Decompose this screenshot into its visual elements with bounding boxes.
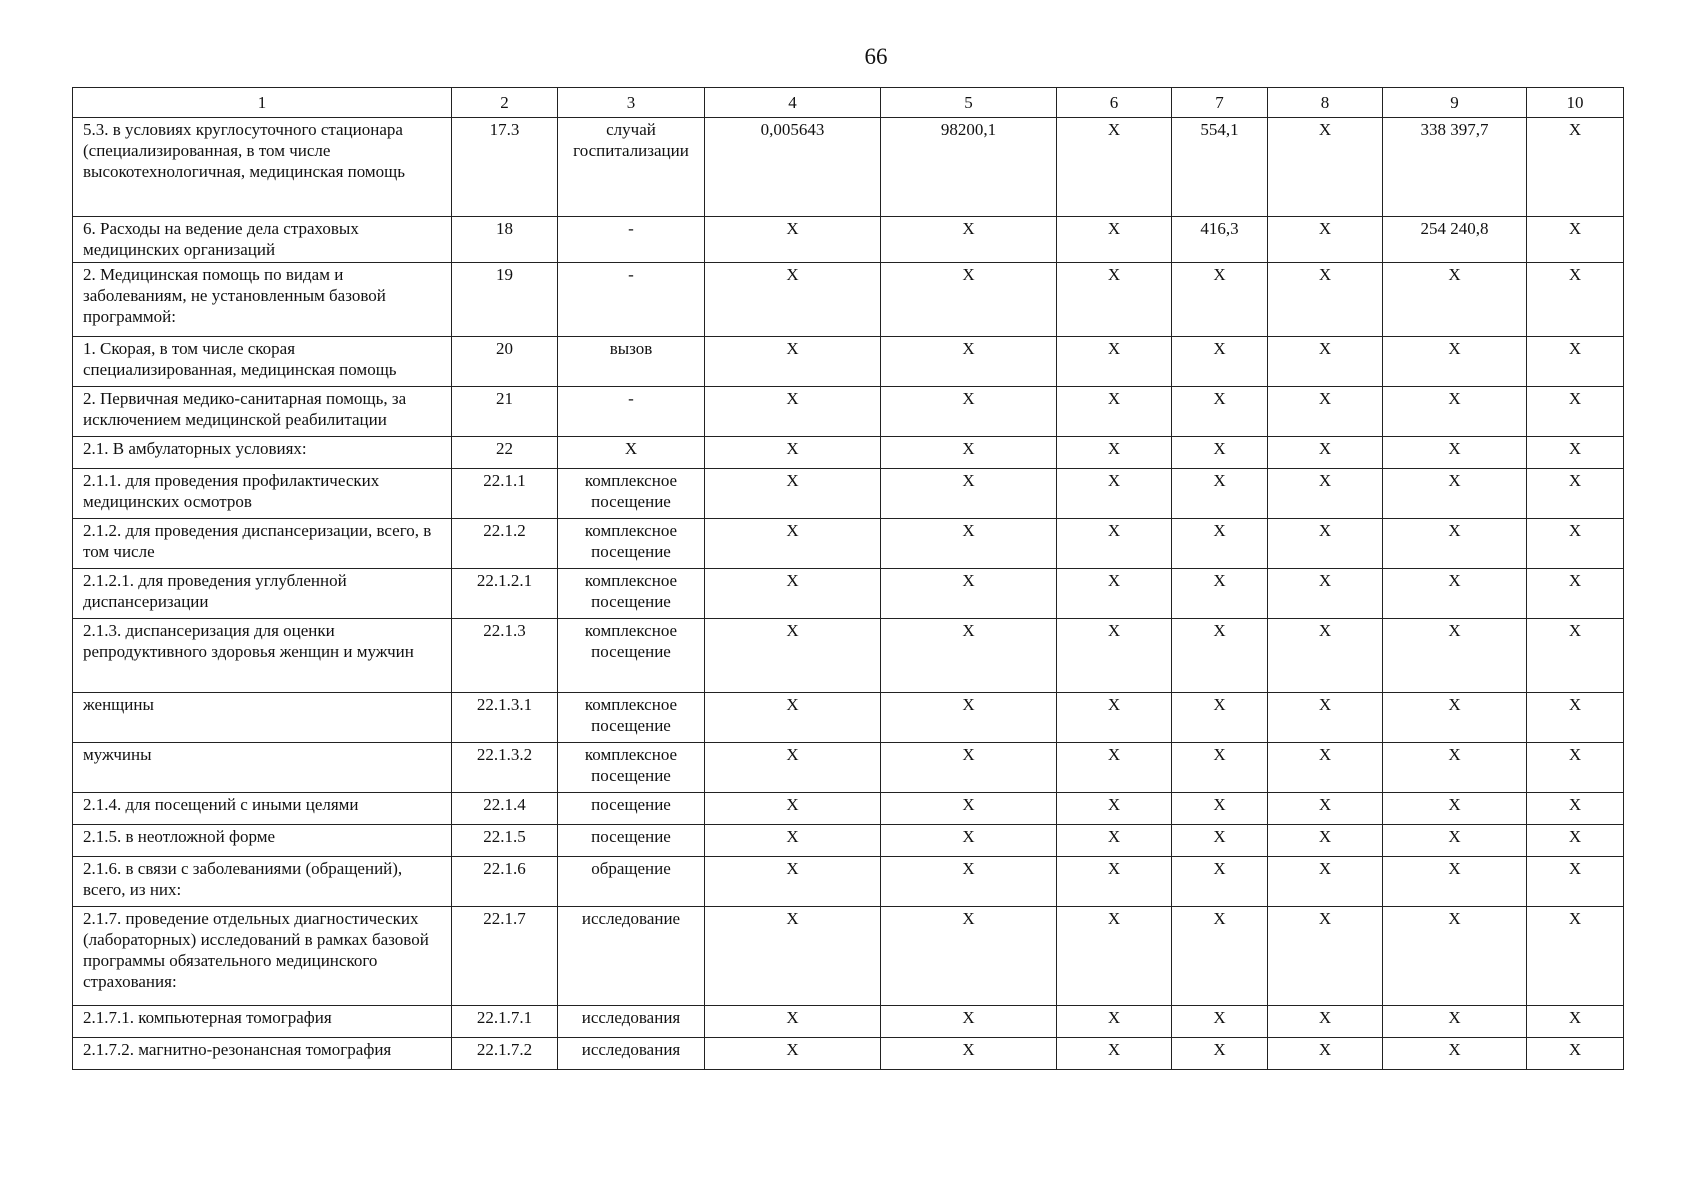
header-row (73, 88, 1624, 118)
table-cell-col-10: Х (1527, 793, 1624, 825)
table-cell-col-9: 338 397,7 (1383, 118, 1527, 217)
table-cell-col-2: 22 (452, 437, 558, 469)
table-cell-col-1: мужчины (73, 743, 452, 793)
table-cell-col-5: Х (881, 793, 1057, 825)
table-cell-col-5: Х (881, 857, 1057, 907)
table-cell-col-3: посещение (558, 825, 705, 857)
column-number-2: 2 (452, 88, 558, 118)
table-cell-col-8: Х (1268, 743, 1383, 793)
table-cell-col-6: Х (1057, 693, 1172, 743)
column-number-7: 7 (1172, 88, 1268, 118)
table-cell-col-7: Х (1172, 857, 1268, 907)
column-number-8: 8 (1268, 88, 1383, 118)
table-cell-col-5: Х (881, 569, 1057, 619)
table-cell-col-1: 1. Скорая, в том числе скорая специализированная, медицинская помощь (73, 337, 452, 387)
table-cell-col-4: Х (705, 793, 881, 825)
table-cell-col-2: 22.1.7.1 (452, 1006, 558, 1038)
table-cell-col-10: Х (1527, 118, 1624, 217)
table-cell-col-1: 2.1.7. проведение отдельных диагностических (лабораторных) исследований в рамках базовой программы обязательного медицинского страхования: (73, 907, 452, 1006)
table-cell-col-9: Х (1383, 263, 1527, 337)
table-cell-col-9: Х (1383, 743, 1527, 793)
table-cell-col-9: Х (1383, 469, 1527, 519)
table-cell-col-5: Х (881, 743, 1057, 793)
table-row (73, 519, 1624, 569)
table-cell-col-1: 2.1.4. для посещений с иными целями (73, 793, 452, 825)
table-cell-col-2: 22.1.7 (452, 907, 558, 1006)
table-cell-col-8: Х (1268, 519, 1383, 569)
table-row (73, 118, 1624, 217)
table-cell-col-4: Х (705, 569, 881, 619)
table-cell-col-2: 17.3 (452, 118, 558, 217)
table-cell-col-7: Х (1172, 569, 1268, 619)
table-cell-col-10: Х (1527, 387, 1624, 437)
table-cell-col-9: Х (1383, 693, 1527, 743)
table-cell-col-2: 22.1.4 (452, 793, 558, 825)
table-row (73, 569, 1624, 619)
table-cell-col-7: Х (1172, 337, 1268, 387)
table-cell-col-4: Х (705, 519, 881, 569)
table-cell-col-8: Х (1268, 619, 1383, 693)
table-cell-col-5: Х (881, 907, 1057, 1006)
table-cell-col-2: 21 (452, 387, 558, 437)
table-cell-col-4: Х (705, 1038, 881, 1070)
table-cell-col-1: 2.1. В амбулаторных условиях: (73, 437, 452, 469)
table-cell-col-5: Х (881, 387, 1057, 437)
table-cell-col-5: Х (881, 1038, 1057, 1070)
table-cell-col-5: Х (881, 469, 1057, 519)
table-cell-col-6: Х (1057, 793, 1172, 825)
table-cell-col-1: 2.1.2. для проведения диспансеризации, всего, в том числе (73, 519, 452, 569)
table-cell-col-7: Х (1172, 907, 1268, 1006)
table-cell-col-10: Х (1527, 693, 1624, 743)
data-table (72, 87, 1624, 1070)
table-cell-col-4: Х (705, 857, 881, 907)
table-cell-col-9: Х (1383, 793, 1527, 825)
table-cell-col-6: Х (1057, 569, 1172, 619)
table-cell-col-10: Х (1527, 743, 1624, 793)
table-cell-col-3: вызов (558, 337, 705, 387)
table-row (73, 337, 1624, 387)
table-cell-col-6: Х (1057, 263, 1172, 337)
table-cell-col-5: Х (881, 693, 1057, 743)
table-cell-col-8: Х (1268, 857, 1383, 907)
table-cell-col-3: обращение (558, 857, 705, 907)
table-cell-col-2: 22.1.5 (452, 825, 558, 857)
page-number: 66 (864, 44, 888, 69)
table-cell-col-4: Х (705, 217, 881, 263)
table-cell-col-2: 22.1.3.2 (452, 743, 558, 793)
column-number-3: 3 (558, 88, 705, 118)
table-cell-col-5: 98200,1 (881, 118, 1057, 217)
table-cell-col-1: 2.1.7.1. компьютерная томография (73, 1006, 452, 1038)
table-cell-col-9: Х (1383, 825, 1527, 857)
table-row (73, 693, 1624, 743)
column-number-5: 5 (881, 88, 1057, 118)
table-cell-col-7: Х (1172, 1038, 1268, 1070)
table-cell-col-9: Х (1383, 857, 1527, 907)
table-cell-col-8: Х (1268, 569, 1383, 619)
table-cell-col-10: Х (1527, 857, 1624, 907)
table-row (73, 825, 1624, 857)
table-cell-col-3: - (558, 263, 705, 337)
table-cell-col-3: комплексное посещение (558, 693, 705, 743)
table-cell-col-7: Х (1172, 387, 1268, 437)
table-row (73, 619, 1624, 693)
table-row (73, 263, 1624, 337)
table-cell-col-10: Х (1527, 217, 1624, 263)
table-cell-col-5: Х (881, 217, 1057, 263)
table-cell-col-2: 22.1.2 (452, 519, 558, 569)
table-cell-col-5: Х (881, 437, 1057, 469)
table-cell-col-8: Х (1268, 387, 1383, 437)
table-cell-col-3: случай госпитализации (558, 118, 705, 217)
table-cell-col-4: Х (705, 1006, 881, 1038)
table-cell-col-10: Х (1527, 337, 1624, 387)
table-cell-col-7: 416,3 (1172, 217, 1268, 263)
table-cell-col-9: Х (1383, 1006, 1527, 1038)
table-cell-col-8: Х (1268, 825, 1383, 857)
table-cell-col-4: Х (705, 693, 881, 743)
table-cell-col-2: 19 (452, 263, 558, 337)
table-cell-col-6: Х (1057, 469, 1172, 519)
table-row (73, 469, 1624, 519)
table-cell-col-10: Х (1527, 519, 1624, 569)
column-number-9: 9 (1383, 88, 1527, 118)
column-number-6: 6 (1057, 88, 1172, 118)
table-cell-col-8: Х (1268, 1038, 1383, 1070)
table-cell-col-3: - (558, 217, 705, 263)
table-cell-col-10: Х (1527, 437, 1624, 469)
table-cell-col-2: 22.1.3.1 (452, 693, 558, 743)
table-cell-col-5: Х (881, 1006, 1057, 1038)
table-cell-col-6: Х (1057, 118, 1172, 217)
table-cell-col-7: Х (1172, 619, 1268, 693)
table-cell-col-4: Х (705, 263, 881, 337)
table-cell-col-9: Х (1383, 907, 1527, 1006)
table-cell-col-9: Х (1383, 519, 1527, 569)
table-cell-col-7: Х (1172, 693, 1268, 743)
table-cell-col-6: Х (1057, 387, 1172, 437)
table-cell-col-1: 2. Медицинская помощь по видам и заболеваниям, не установленным базовой программой: (73, 263, 452, 337)
table-cell-col-7: Х (1172, 825, 1268, 857)
table-cell-col-4: Х (705, 469, 881, 519)
table-row (73, 217, 1624, 263)
table-cell-col-10: Х (1527, 469, 1624, 519)
table-cell-col-9: Х (1383, 1038, 1527, 1070)
table-cell-col-1: 5.3. в условиях круглосуточного стационара (специализированная, в том числе высокотехнологичная, медицинская помощь (73, 118, 452, 217)
table-cell-col-4: Х (705, 437, 881, 469)
table-cell-col-6: Х (1057, 743, 1172, 793)
table-cell-col-8: Х (1268, 907, 1383, 1006)
table-cell-col-10: Х (1527, 619, 1624, 693)
table-cell-col-5: Х (881, 263, 1057, 337)
table-cell-col-3: комплексное посещение (558, 743, 705, 793)
table-body (73, 88, 1624, 1070)
table-cell-col-5: Х (881, 825, 1057, 857)
table-cell-col-9: 254 240,8 (1383, 217, 1527, 263)
table-cell-col-1: 2.1.2.1. для проведения углубленной диспансеризации (73, 569, 452, 619)
table-cell-col-6: Х (1057, 437, 1172, 469)
table-cell-col-9: Х (1383, 387, 1527, 437)
table-cell-col-1: 2.1.7.2. магнитно-резонансная томография (73, 1038, 452, 1070)
table-cell-col-4: Х (705, 337, 881, 387)
table-cell-col-1: женщины (73, 693, 452, 743)
table-cell-col-3: Х (558, 437, 705, 469)
table-cell-col-4: 0,005643 (705, 118, 881, 217)
table-cell-col-3: комплексное посещение (558, 519, 705, 569)
table-cell-col-7: Х (1172, 1006, 1268, 1038)
table-cell-col-3: комплексное посещение (558, 469, 705, 519)
table-cell-col-7: Х (1172, 469, 1268, 519)
table-cell-col-7: Х (1172, 437, 1268, 469)
table-cell-col-4: Х (705, 619, 881, 693)
table-cell-col-6: Х (1057, 1038, 1172, 1070)
column-number-10: 10 (1527, 88, 1624, 118)
table-cell-col-8: Х (1268, 693, 1383, 743)
table-cell-col-2: 22.1.1 (452, 469, 558, 519)
table-cell-col-5: Х (881, 619, 1057, 693)
table-cell-col-10: Х (1527, 1006, 1624, 1038)
table-cell-col-3: исследования (558, 1038, 705, 1070)
table-cell-col-3: исследование (558, 907, 705, 1006)
table-cell-col-1: 2.1.6. в связи с заболеваниями (обращений), всего, из них: (73, 857, 452, 907)
table-cell-col-6: Х (1057, 619, 1172, 693)
table-cell-col-6: Х (1057, 217, 1172, 263)
table-cell-col-1: 2.1.1. для проведения профилактических медицинских осмотров (73, 469, 452, 519)
table-cell-col-4: Х (705, 387, 881, 437)
table-cell-col-8: Х (1268, 1006, 1383, 1038)
table-cell-col-7: 554,1 (1172, 118, 1268, 217)
table-cell-col-3: комплексное посещение (558, 619, 705, 693)
table-cell-col-6: Х (1057, 857, 1172, 907)
table-cell-col-2: 18 (452, 217, 558, 263)
table-row (73, 743, 1624, 793)
table-cell-col-5: Х (881, 519, 1057, 569)
table-cell-col-9: Х (1383, 619, 1527, 693)
table-cell-col-7: Х (1172, 793, 1268, 825)
table-cell-col-2: 22.1.7.2 (452, 1038, 558, 1070)
table-cell-col-3: исследования (558, 1006, 705, 1038)
table-cell-col-3: комплексное посещение (558, 569, 705, 619)
table-cell-col-8: Х (1268, 437, 1383, 469)
table-cell-col-10: Х (1527, 263, 1624, 337)
table-cell-col-6: Х (1057, 337, 1172, 387)
table-cell-col-1: 2.1.5. в неотложной форме (73, 825, 452, 857)
table-cell-col-8: Х (1268, 793, 1383, 825)
table-cell-col-6: Х (1057, 1006, 1172, 1038)
table-cell-col-7: Х (1172, 743, 1268, 793)
column-number-4: 4 (705, 88, 881, 118)
table-cell-col-8: Х (1268, 118, 1383, 217)
table-cell-col-1: 2.1.3. диспансеризация для оценки репродуктивного здоровья женщин и мужчин (73, 619, 452, 693)
table-cell-col-9: Х (1383, 437, 1527, 469)
table-cell-col-4: Х (705, 743, 881, 793)
table-cell-col-6: Х (1057, 907, 1172, 1006)
table-cell-col-6: Х (1057, 825, 1172, 857)
table-cell-col-1: 6. Расходы на ведение дела страховых медицинских организаций (73, 217, 452, 263)
table-cell-col-10: Х (1527, 907, 1624, 1006)
table-cell-col-10: Х (1527, 569, 1624, 619)
table-row (73, 437, 1624, 469)
table-cell-col-5: Х (881, 337, 1057, 387)
table-row (73, 387, 1624, 437)
table-cell-col-3: - (558, 387, 705, 437)
table-row (73, 907, 1624, 1006)
table-cell-col-4: Х (705, 825, 881, 857)
table-row (73, 1006, 1624, 1038)
table-cell-col-9: Х (1383, 337, 1527, 387)
table-cell-col-2: 20 (452, 337, 558, 387)
column-number-1: 1 (73, 88, 452, 118)
table-cell-col-9: Х (1383, 569, 1527, 619)
table-cell-col-2: 22.1.6 (452, 857, 558, 907)
table-row (73, 857, 1624, 907)
table-cell-col-6: Х (1057, 519, 1172, 569)
table-cell-col-8: Х (1268, 337, 1383, 387)
table-cell-col-8: Х (1268, 469, 1383, 519)
table-cell-col-2: 22.1.3 (452, 619, 558, 693)
table-row (73, 793, 1624, 825)
table-cell-col-8: Х (1268, 217, 1383, 263)
table-cell-col-4: Х (705, 907, 881, 1006)
table-cell-col-10: Х (1527, 825, 1624, 857)
table-row (73, 1038, 1624, 1070)
table-cell-col-3: посещение (558, 793, 705, 825)
table-cell-col-10: Х (1527, 1038, 1624, 1070)
table-cell-col-8: Х (1268, 263, 1383, 337)
table-cell-col-2: 22.1.2.1 (452, 569, 558, 619)
table-cell-col-1: 2. Первичная медико-санитарная помощь, за исключением медицинской реабилитации (73, 387, 452, 437)
table-cell-col-7: Х (1172, 263, 1268, 337)
table-cell-col-7: Х (1172, 519, 1268, 569)
